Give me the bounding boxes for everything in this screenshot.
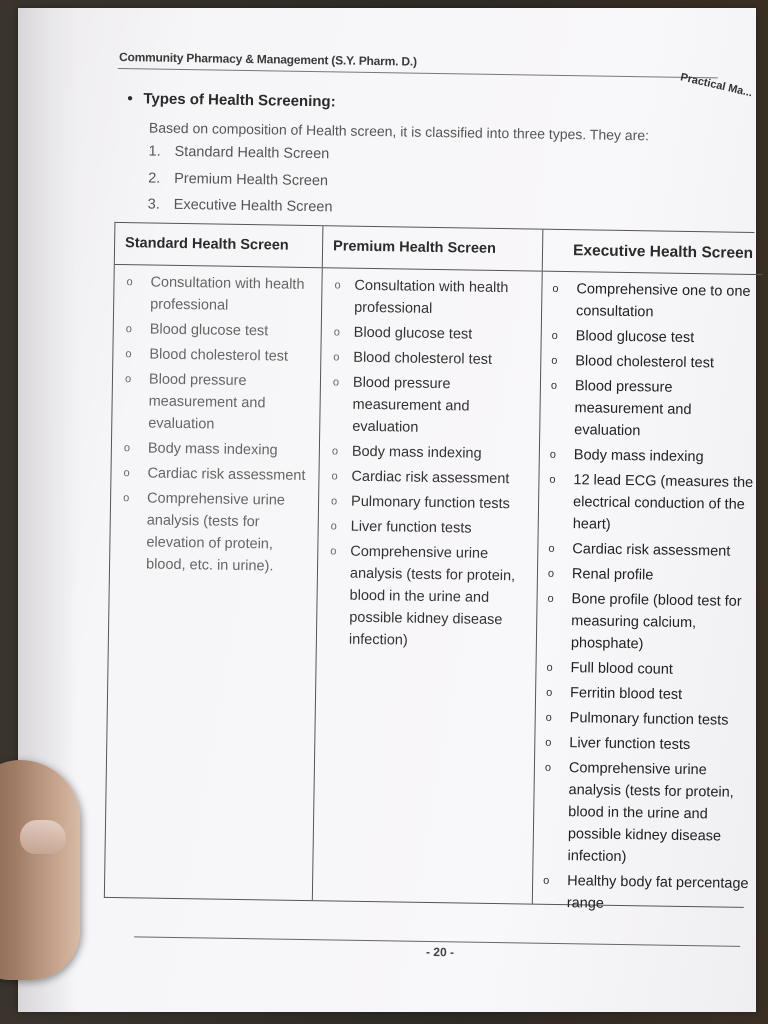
table-column-premium xyxy=(313,226,544,903)
item-text: Comprehensive urine analysis (tests for elevation of protein, blood, etc. in urine). xyxy=(145,490,286,575)
intro-paragraph: Based on composition of Health screen, it is classified into three types. They are: xyxy=(148,119,650,144)
item-text: Healthy body fat percentage range xyxy=(566,873,749,912)
table-list-item xyxy=(542,325,762,350)
circle-bullet-icon: o xyxy=(126,276,133,289)
page-number: - 20 - xyxy=(425,944,455,960)
table-list-item xyxy=(537,588,758,657)
circle-bullet-icon: o xyxy=(333,351,340,364)
circle-bullet-icon: o xyxy=(330,545,337,558)
table-list-item xyxy=(538,563,758,588)
item-text: Cardiac risk assessment xyxy=(147,465,306,484)
table-list-item xyxy=(113,343,320,368)
item-text: Consultation with health professional xyxy=(354,277,509,317)
bullet-icon: • xyxy=(127,90,133,108)
item-text: Liver function tests xyxy=(569,735,691,754)
section-heading-text: Types of Health Screening: xyxy=(143,90,336,111)
table-list-item xyxy=(541,350,761,375)
item-text: Body mass indexing xyxy=(573,447,704,466)
table-list-item xyxy=(320,440,539,465)
table-list-item xyxy=(540,444,760,469)
table-list-item xyxy=(542,278,763,325)
circle-bullet-icon: o xyxy=(330,520,337,533)
item-text: Pulmonary function tests xyxy=(350,493,510,513)
circle-bullet-icon: o xyxy=(332,376,340,389)
table-list-item xyxy=(536,657,756,682)
table-list-item xyxy=(322,321,541,346)
item-text: Blood pressure measurement and evaluation xyxy=(574,378,692,440)
table-list-item xyxy=(114,271,322,318)
list-item-label: Executive Health Screen xyxy=(173,196,333,216)
table-list-item xyxy=(322,274,542,321)
item-text: Blood pressure measurement and evaluation xyxy=(148,371,266,433)
circle-bullet-icon: o xyxy=(551,329,558,342)
table-list-item xyxy=(317,540,538,653)
item-text: Liver function tests xyxy=(350,518,472,537)
item-text: Comprehensive urine analysis (tests for protein, blood in the urine and possible kidney disease infection) xyxy=(348,543,516,649)
circle-bullet-icon: o xyxy=(549,473,556,486)
table-list-item xyxy=(110,487,318,578)
types-list xyxy=(147,143,333,225)
item-text: Body mass indexing xyxy=(147,440,278,459)
item-text: Body mass indexing xyxy=(351,443,482,462)
list-number: 1. xyxy=(148,143,161,160)
circle-bullet-icon: o xyxy=(544,761,552,774)
list-number: 3. xyxy=(147,196,160,213)
table-list-item xyxy=(112,368,320,437)
circle-bullet-icon: o xyxy=(550,379,558,392)
types-list-item xyxy=(148,143,333,172)
circle-bullet-icon: o xyxy=(125,348,132,361)
item-text: Pulmonary function tests xyxy=(569,710,729,729)
circle-bullet-icon: o xyxy=(334,279,341,292)
item-text: Comprehensive one to one consultation xyxy=(575,281,751,321)
circle-bullet-icon: o xyxy=(548,542,555,555)
circle-bullet-icon: o xyxy=(543,874,550,887)
holding-thumb xyxy=(0,760,80,980)
circle-bullet-icon: o xyxy=(123,442,131,455)
circle-bullet-icon: o xyxy=(546,686,553,699)
circle-bullet-icon: o xyxy=(545,736,552,749)
table-column-standard xyxy=(105,223,324,900)
section-heading xyxy=(127,90,336,110)
circle-bullet-icon: o xyxy=(330,495,338,508)
list-number: 2. xyxy=(148,169,161,187)
circle-bullet-icon: o xyxy=(123,467,130,480)
item-text: Renal profile xyxy=(571,566,654,584)
table-list-item xyxy=(538,538,758,563)
table-list-item xyxy=(321,346,540,371)
item-text: Blood cholesterol test xyxy=(575,353,715,372)
circle-bullet-icon: o xyxy=(333,326,340,339)
column-list xyxy=(110,265,322,578)
types-list-item xyxy=(148,170,333,199)
table-list-item xyxy=(319,465,538,490)
table-list-item xyxy=(114,318,321,343)
table-list-item xyxy=(319,490,538,515)
running-header-right: Practical Ma... xyxy=(679,71,754,100)
item-text: Cardiac risk assessment xyxy=(572,541,731,560)
list-item-label: Standard Health Screen xyxy=(174,143,330,163)
circle-bullet-icon: o xyxy=(125,323,132,336)
circle-bullet-icon: o xyxy=(551,354,558,367)
item-text: Blood glucose test xyxy=(575,328,695,347)
column-header: Premium Health Screen xyxy=(323,226,543,271)
item-text: Full blood count xyxy=(570,660,673,678)
item-text: Blood glucose test xyxy=(353,324,473,343)
health-screen-table xyxy=(104,222,755,912)
table-list-item xyxy=(535,732,755,757)
thumb-nail xyxy=(20,820,66,854)
circle-bullet-icon: o xyxy=(545,711,552,724)
circle-bullet-icon: o xyxy=(552,282,559,295)
circle-bullet-icon: o xyxy=(123,492,130,505)
column-list xyxy=(533,272,763,917)
table-list-item xyxy=(111,462,318,487)
table-list-item xyxy=(533,757,755,870)
column-list xyxy=(317,268,542,653)
item-text: Blood cholesterol test xyxy=(149,346,289,365)
item-text: Blood glucose test xyxy=(149,321,269,340)
circle-bullet-icon: o xyxy=(124,373,132,386)
table-list-item xyxy=(533,870,754,917)
running-header: Community Pharmacy & Management (S.Y. Pharm. D.) xyxy=(118,49,417,69)
circle-bullet-icon: o xyxy=(331,445,339,458)
table-list-item xyxy=(320,371,540,440)
item-text: Blood cholesterol test xyxy=(353,349,493,368)
types-list-item xyxy=(147,196,332,225)
table-column-executive xyxy=(533,230,764,912)
circle-bullet-icon: o xyxy=(331,470,338,483)
table-list-item xyxy=(536,707,756,732)
item-text: Comprehensive urine analysis (tests for protein, blood in the urine and possible kidney disease infection) xyxy=(567,760,734,866)
item-text: Blood pressure measurement and evaluation xyxy=(352,374,470,436)
table-list-item xyxy=(540,375,761,444)
table-list-item xyxy=(112,437,319,462)
column-header: Standard Health Screen xyxy=(115,223,323,268)
circle-bullet-icon: o xyxy=(547,592,554,605)
circle-bullet-icon: o xyxy=(547,567,555,580)
circle-bullet-icon: o xyxy=(549,448,557,461)
item-text: Cardiac risk assessment xyxy=(351,468,510,488)
item-text: Ferritin blood test xyxy=(569,685,683,703)
item-text: 12 lead ECG (measures the electrical conduction of the heart) xyxy=(572,472,754,533)
table-list-item xyxy=(319,515,538,540)
table-list-item xyxy=(536,682,756,707)
table-list-item xyxy=(539,469,760,538)
item-text: Consultation with health professional xyxy=(150,274,305,314)
circle-bullet-icon: o xyxy=(546,661,553,674)
list-item-label: Premium Health Screen xyxy=(174,170,329,189)
column-header: Executive Health Screen xyxy=(543,230,764,275)
item-text: Bone profile (blood test for measuring calcium, phosphate) xyxy=(570,591,742,653)
